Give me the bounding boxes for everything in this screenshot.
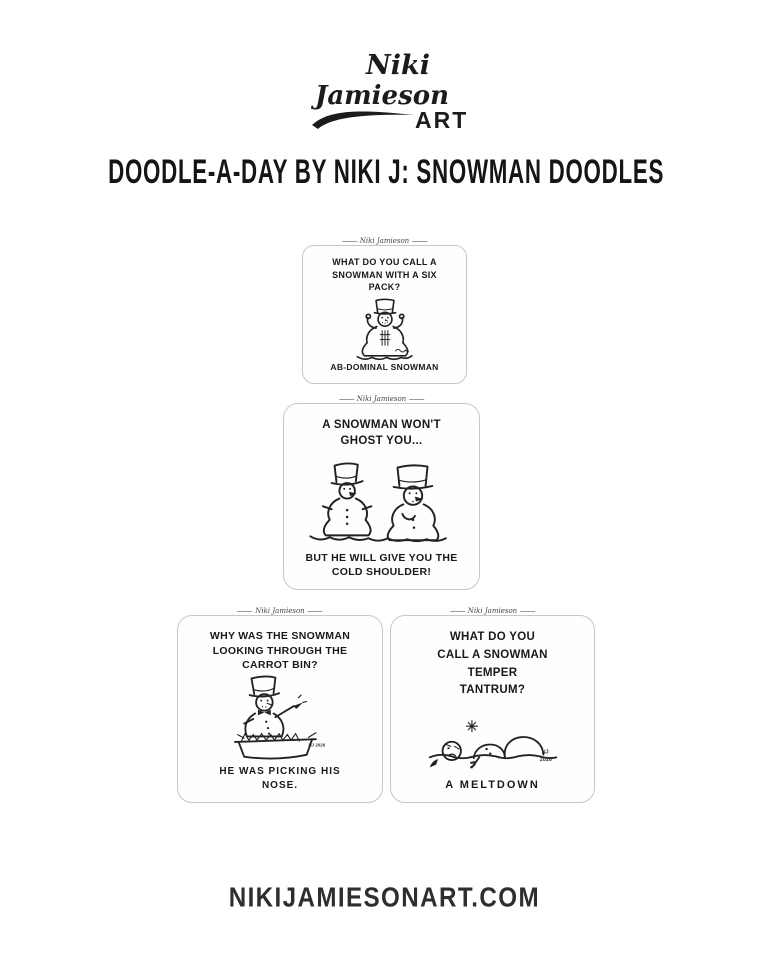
- card-mini-logo: [339, 238, 430, 245]
- mini-logo-right-rule: [520, 611, 535, 612]
- joke-answer: HE WAS PICKING HIS NOSE.: [219, 766, 341, 791]
- joke-answer: AB-DOMINAL SNOWMAN: [330, 362, 439, 373]
- mini-logo-left-rule: [450, 611, 465, 612]
- logo-art-text: ART: [415, 107, 466, 133]
- card-mini-logo: [336, 396, 427, 403]
- two-snowmen-drawing: [301, 454, 463, 546]
- joke-answer: A MELTDOWN: [445, 778, 540, 791]
- page-title-row: [0, 152, 768, 191]
- doodle-card-meltdown: [390, 607, 595, 803]
- joke-question: WHAT DO YOU CALL A SNOWMAN TEMPER TANTRUM?: [437, 631, 548, 697]
- mini-logo-right-rule: [308, 611, 323, 612]
- mini-logo-text: Niki Jamieson: [359, 237, 410, 245]
- joke-answer: BUT HE WILL GIVE YOU THE COLD SHOULDER!: [305, 551, 458, 579]
- artist-signature: NJ 2026: [308, 742, 326, 748]
- card-mini-logo: [234, 608, 325, 615]
- logo-jamieson-text: Jamieson: [315, 81, 449, 111]
- mini-logo-left-rule: [342, 241, 357, 242]
- logo-niki-text: Niki: [366, 50, 430, 81]
- doodle-card-cold-shoulder: [283, 395, 480, 590]
- mini-logo-right-rule: [409, 399, 424, 400]
- melted-snowman-drawing: [418, 706, 568, 772]
- doodle-card-abdominal-snowman: [302, 237, 467, 384]
- card-mini-logo: [447, 608, 538, 615]
- website-link[interactable]: NIKIJAMIESONART.COM: [228, 881, 540, 913]
- mini-logo-left-rule: [339, 399, 354, 400]
- artist-signature-line2: 2026: [539, 756, 552, 763]
- mini-logo-text: Niki Jamieson: [467, 607, 518, 615]
- footer: [0, 882, 768, 913]
- mini-logo-text: Niki Jamieson: [356, 395, 407, 403]
- snowman-flexing-drawing: [337, 294, 433, 362]
- mini-logo-left-rule: [237, 611, 252, 612]
- mini-logo-text: Niki Jamieson: [255, 607, 305, 615]
- joke-question: WHY WAS THE SNOWMAN LOOKING THROUGH THE CARROT BIN?: [209, 630, 351, 672]
- artist-signature-line1: NJ: [541, 749, 549, 756]
- logo-swash: [312, 111, 414, 129]
- joke-question: WHAT DO YOU CALL A SNOWMAN WITH A SIX PACK?: [332, 257, 437, 293]
- page-title: DOODLE-A-DAY BY NIKI J: SNOWMAN DOODLES: [108, 152, 665, 191]
- brand-logo-graphic: [302, 46, 466, 134]
- mini-logo-right-rule: [412, 241, 427, 242]
- brand-logo: [302, 46, 466, 139]
- doodle-card-carrot-bin: [177, 607, 383, 803]
- joke-question: A SNOWMAN WON'T GHOST YOU...: [322, 419, 441, 448]
- snowman-in-carrot-bin-drawing: [209, 673, 351, 765]
